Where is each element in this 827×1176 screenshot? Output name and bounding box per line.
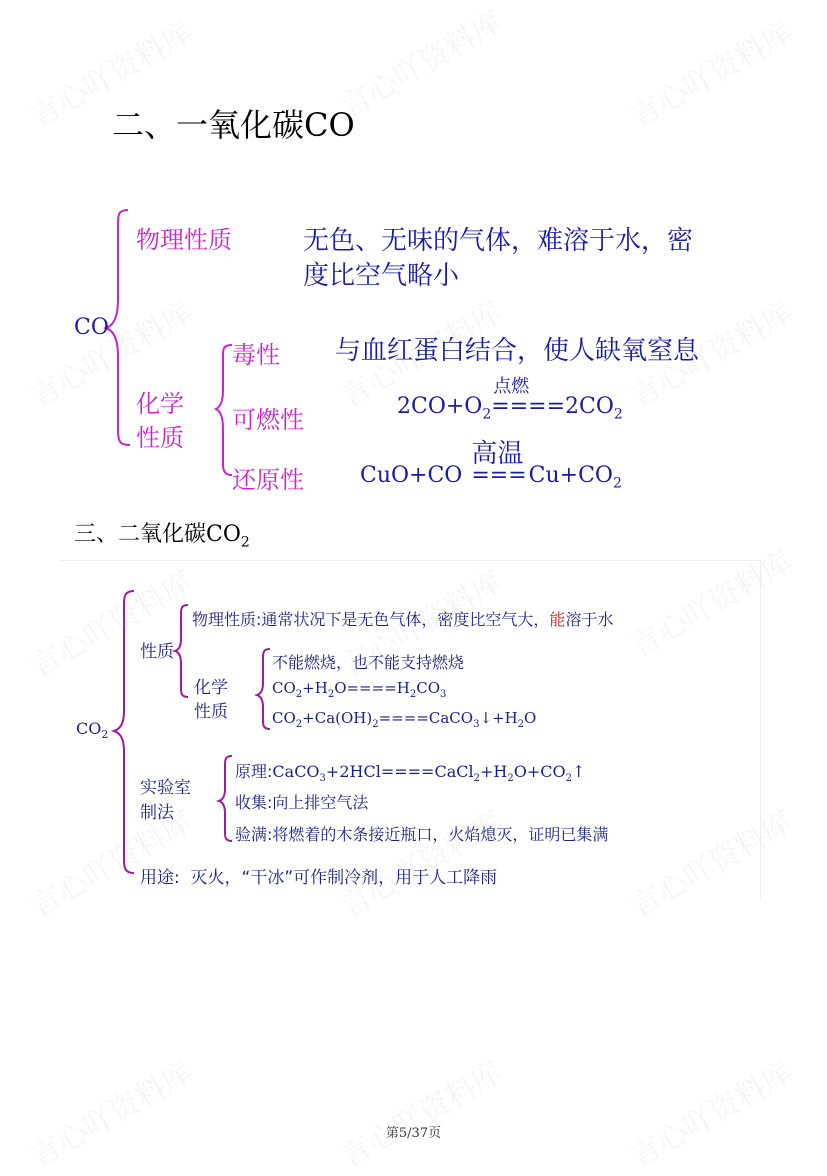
- watermark: [331, 0, 509, 126]
- co-root-label: CO: [74, 315, 109, 340]
- co-reduction-equation: CuO+CO 高温 $===Cu+CO_2$: [360, 463, 622, 491]
- principle-label: 原理:: [235, 762, 273, 781]
- watermark: [331, 1048, 509, 1176]
- co2-lab-label: 实验室: [140, 778, 191, 798]
- co-concept-map: [60, 180, 760, 500]
- fullcheck-label: 验满:: [235, 825, 273, 844]
- co2-uses-row: 用途: 灭火，“干冰”可作制冷剂，用于人工降雨: [140, 868, 498, 888]
- co-physical-text: 无色、无味的气体，难溶于水，密: [303, 226, 694, 256]
- co-reducibility-label: 还原性: [232, 466, 304, 494]
- combustion-condition: 点燃: [493, 376, 530, 397]
- collection-label: 收集:: [235, 793, 273, 812]
- highlight-word: 能: [549, 610, 566, 629]
- co2-chemical-label: 化学: [194, 678, 228, 698]
- watermark: [621, 1048, 799, 1176]
- co2-chem-item-3: $CO_2+Ca(OH)_2====CaCO_3↓+H_2O$: [272, 709, 537, 730]
- co2-chem-item-2: $CO_2+H_2O====H_2CO_3$: [272, 679, 447, 700]
- co2-fullcheck-row: 验满:将燃着的木条接近瓶口，火焰熄灭，证明已集满: [235, 825, 609, 844]
- co-combustibility-label: 可燃性: [232, 406, 304, 434]
- co2-physical-row: 物理性质:通常状况下是无色气体，密度比空气大，能溶于水: [192, 610, 614, 629]
- section3-title: 三、二氧化碳$CO_2$: [74, 522, 250, 551]
- co2-physical-label: 物理性质:: [192, 610, 262, 629]
- watermark: [21, 1048, 199, 1176]
- co2-collection-row: 收集:向上排空气法: [235, 793, 369, 812]
- co-chemical-label-2: 性质: [136, 424, 184, 452]
- co-toxicity-label: 毒性: [232, 341, 280, 369]
- uses-label: 用途:: [140, 868, 180, 888]
- co-physical-label: 物理性质: [136, 226, 232, 254]
- co-chemical-label: 化学: [136, 390, 184, 418]
- page-number: 第5/37页: [385, 1126, 442, 1141]
- co2-concept-map: [60, 560, 761, 901]
- co2-principle-row: 原理$:CaCO_3+2HCl====CaCl_2+H_2O+CO_2↑$: [235, 762, 586, 785]
- co2-root-label: $CO_2$: [76, 719, 109, 742]
- section2-title: 二、一氧化碳CO: [112, 106, 355, 144]
- co-toxicity-text: 与血红蛋白结合，使人缺氧窒息: [335, 336, 700, 366]
- co2-chemical-label-2: 性质: [194, 702, 228, 722]
- reduction-condition: 高温: [471, 439, 524, 469]
- co2-lab-label-2: 制法: [140, 803, 174, 823]
- co2-properties-label: 性质: [140, 642, 174, 662]
- watermark: [621, 8, 799, 136]
- co2-chem-item-1: 不能燃烧，也不能支持燃烧: [272, 653, 465, 672]
- co-physical-text-2: 度比空气略小: [303, 261, 460, 291]
- co-combustion-equation: $2CO+O_2$ 点燃 $====2CO_2$: [397, 394, 623, 422]
